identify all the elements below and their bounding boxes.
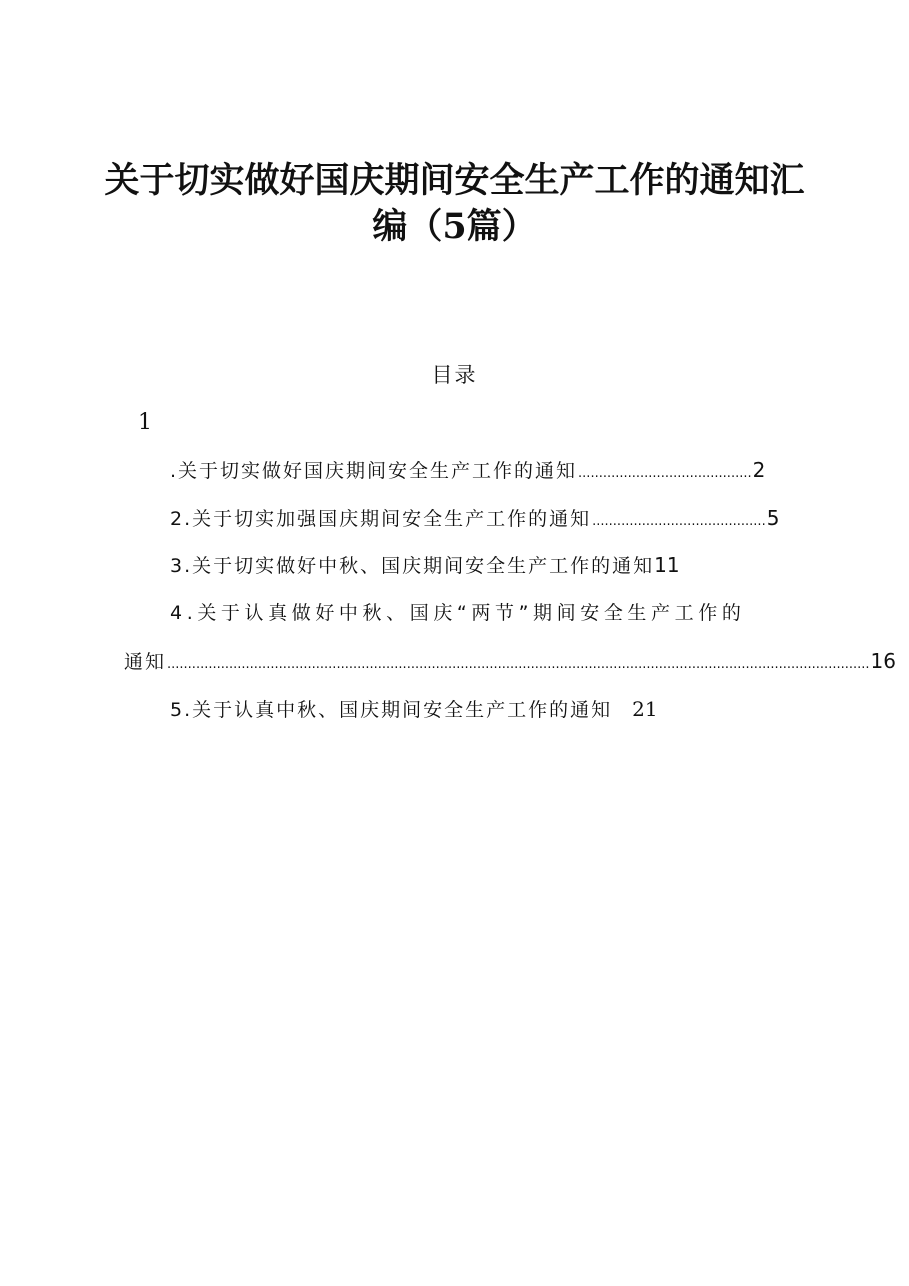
toc-page-number: 21 bbox=[632, 697, 658, 721]
toc-page-number: 11 bbox=[654, 553, 680, 577]
toc-entry-4[interactable] bbox=[170, 598, 792, 628]
toc-leader-dots: .......................................................................................................................................................................... bbox=[167, 657, 870, 672]
document-title-line-1: 关于切实做好国庆期间安全生产工作的通知汇 bbox=[104, 160, 805, 201]
toc-entry-1[interactable] bbox=[170, 455, 766, 489]
toc-entry-title: 2.关于切实加强国庆期间安全生产工作的通知 bbox=[170, 508, 592, 530]
toc-leader-dots: .......................................... bbox=[592, 514, 766, 529]
toc-leader-dots: .......................................... bbox=[578, 466, 752, 481]
toc-entry-4-continued[interactable] bbox=[124, 646, 896, 680]
toc-page-number: 5 bbox=[766, 506, 780, 530]
toc-entry-title: .关于切实做好国庆期间安全生产工作的通知 bbox=[170, 460, 578, 482]
toc-entry-title: 5.关于认真中秋、国庆期间安全生产工作的通知 bbox=[170, 699, 613, 721]
toc-page-number: 16 bbox=[870, 649, 896, 673]
toc-page-number: 2 bbox=[752, 458, 766, 482]
toc-heading: 目录 bbox=[431, 363, 478, 387]
toc-entry-title-line-2: 通知 bbox=[124, 651, 167, 673]
toc-entry-2[interactable] bbox=[170, 503, 780, 537]
toc-entry-3[interactable] bbox=[170, 550, 755, 581]
document-title-line-2: 编（5篇） bbox=[372, 206, 537, 247]
toc-entry-title-line-1: 4.关于认真做好中秋、国庆“两节”期间安全生产工作的 bbox=[170, 602, 746, 624]
toc-entry-5[interactable] bbox=[170, 694, 755, 725]
toc-entry-title: 3.关于切实做好中秋、国庆期间安全生产工作的通知 bbox=[170, 555, 655, 577]
toc-marker: 1 bbox=[138, 410, 152, 435]
